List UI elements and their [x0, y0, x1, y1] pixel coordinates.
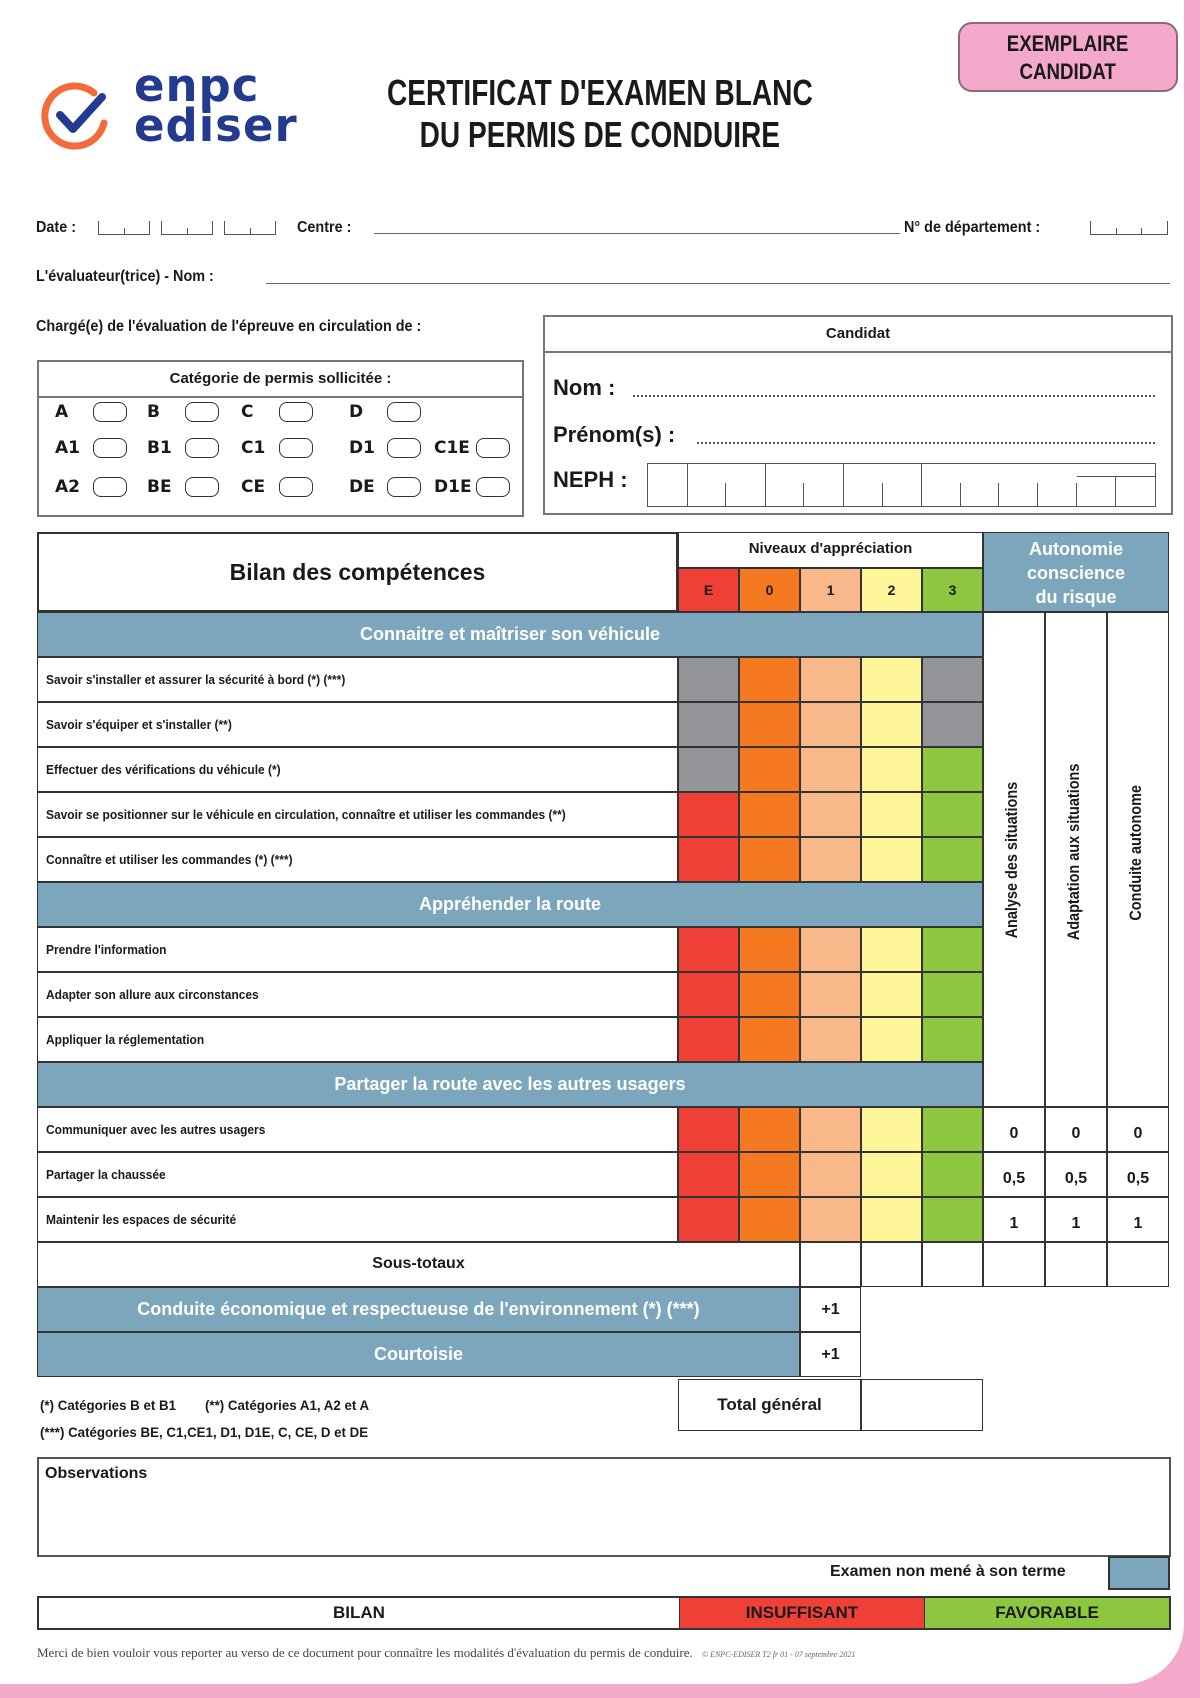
bilan-favorable-option[interactable]: FAVORABLE	[925, 1598, 1169, 1628]
category-label: B1	[147, 438, 172, 458]
level-cell-2[interactable]	[861, 927, 922, 972]
badge-line-1: EXEMPLAIRE	[1007, 31, 1129, 56]
criterion-row	[37, 1107, 678, 1152]
category-label: A1	[55, 438, 80, 458]
total-label: Total général	[678, 1379, 861, 1431]
category-label: A	[55, 402, 69, 422]
section-header: Connaitre et maîtriser son véhicule	[37, 612, 983, 657]
category-checkbox[interactable]	[279, 438, 313, 458]
criterion-label: Prendre l'information	[46, 942, 167, 957]
category-label: A2	[55, 477, 80, 497]
autonomie-column-text: Analyse des situations	[1002, 781, 1021, 939]
category-checkbox[interactable]	[93, 477, 127, 497]
level-cell-disabled	[678, 747, 739, 792]
criterion-row	[37, 972, 678, 1017]
level-cell-0[interactable]	[739, 927, 800, 972]
subtotal-autonomie-field[interactable]	[1045, 1242, 1107, 1287]
category-label: D1	[349, 438, 375, 458]
autonomie-score-option[interactable]: 1	[983, 1197, 1045, 1242]
category-option-d1	[349, 438, 421, 458]
total-field[interactable]	[861, 1379, 983, 1431]
date-label: Date :	[36, 219, 77, 236]
eco-driving-label: Conduite économique et respectueuse de l'environnement (*) (***)	[37, 1287, 800, 1332]
level-cell-3[interactable]	[922, 1107, 983, 1152]
criterion-label: Maintenir les espaces de sécurité	[46, 1212, 237, 1227]
category-label: DE	[349, 477, 375, 497]
autonomie-column-label	[1064, 748, 1084, 956]
level-header-0: 0	[739, 568, 800, 612]
enpc-ediser-logo	[36, 59, 298, 160]
level-cell-0[interactable]	[739, 1107, 800, 1152]
autonomie-score-option[interactable]: 0,5	[983, 1152, 1045, 1197]
criterion-row	[37, 1152, 678, 1197]
logo-line-2: ediser	[134, 99, 298, 152]
criterion-label: Connaître et utiliser les commandes (*) (***)	[46, 852, 293, 867]
level-cell-3[interactable]	[922, 837, 983, 882]
level-header-2: 2	[861, 568, 922, 612]
category-option-ce	[241, 477, 313, 497]
autonomie-score-option[interactable]: 0,5	[1045, 1152, 1107, 1197]
autonomie-column-label	[1126, 773, 1146, 933]
copy-type-badge	[958, 22, 1178, 92]
courtoisie-label: Courtoisie	[37, 1332, 800, 1377]
level-cell-0[interactable]	[739, 1197, 800, 1242]
level-cell-disabled	[678, 657, 739, 702]
incomplete-checkbox[interactable]	[1108, 1556, 1170, 1590]
level-cell-3[interactable]	[922, 747, 983, 792]
level-cell-1[interactable]	[800, 657, 861, 702]
level-cell-e[interactable]	[678, 927, 739, 972]
level-cell-2[interactable]	[861, 747, 922, 792]
category-option-c	[241, 402, 313, 422]
check-circle-icon	[36, 75, 116, 155]
level-cell-0[interactable]	[739, 702, 800, 747]
level-cell-1[interactable]	[800, 837, 861, 882]
category-option-de	[349, 477, 421, 497]
badge-line-2: CANDIDAT	[1019, 59, 1117, 84]
subtotal-level-field[interactable]	[861, 1242, 922, 1287]
autonomie-column	[983, 612, 1045, 1107]
level-cell-2[interactable]	[861, 837, 922, 882]
candidate-box	[543, 315, 1173, 515]
copyright: © ENPC-EDISER T2 fr 01 - 07 septembre 2021	[702, 1650, 856, 1659]
criterion-row	[37, 657, 678, 702]
candidate-prenom-label: Prénom(s) :	[553, 422, 676, 447]
bilan-row	[37, 1596, 1171, 1630]
level-cell-3[interactable]	[922, 1197, 983, 1242]
level-cell-2[interactable]	[861, 702, 922, 747]
criterion-label: Savoir s'équiper et s'installer (**)	[46, 717, 232, 732]
candidate-neph-label: NEPH :	[553, 467, 628, 492]
category-label: CE	[241, 477, 266, 497]
bilan-label: BILAN	[39, 1598, 680, 1628]
level-cell-e[interactable]	[678, 1197, 739, 1242]
category-checkbox[interactable]	[476, 477, 510, 497]
criterion-label: Savoir s'installer et assurer la sécurité à bord (*) (***)	[46, 672, 346, 687]
level-cell-2[interactable]	[861, 972, 922, 1017]
category-checkbox[interactable]	[387, 438, 421, 458]
level-cell-2[interactable]	[861, 1152, 922, 1197]
level-cell-1[interactable]	[800, 1152, 861, 1197]
section-header: Partager la route avec les autres usagers	[37, 1062, 983, 1107]
autonomie-column-text: Conduite autonome	[1126, 784, 1145, 921]
level-cell-0[interactable]	[739, 792, 800, 837]
level-cell-3[interactable]	[922, 1017, 983, 1062]
level-cell-0[interactable]	[739, 747, 800, 792]
criterion-label: Appliquer la réglementation	[46, 1032, 205, 1047]
category-label: D1E	[434, 477, 472, 497]
candidate-title: Candidat	[545, 317, 1171, 353]
level-header-3: 3	[922, 568, 983, 612]
observations-label: Observations	[45, 1465, 148, 1482]
category-checkbox[interactable]	[185, 438, 219, 458]
criterion-row	[37, 702, 678, 747]
category-option-a2	[55, 477, 127, 497]
category-option-d	[349, 402, 421, 422]
section-header: Appréhender la route	[37, 882, 983, 927]
criterion-label: Communiquer avec les autres usagers	[46, 1122, 266, 1137]
level-cell-1[interactable]	[800, 702, 861, 747]
autonomie-score-option[interactable]: 0	[1107, 1107, 1169, 1152]
category-box	[37, 360, 524, 517]
autonomie-score-option[interactable]: 0	[1045, 1107, 1107, 1152]
category-label: B	[147, 402, 160, 422]
level-cell-1[interactable]	[800, 747, 861, 792]
level-cell-e[interactable]	[678, 972, 739, 1017]
observations-field[interactable]	[37, 1457, 1171, 1557]
logo-line-1: enpc	[134, 59, 260, 112]
category-label: C	[241, 402, 254, 422]
level-cell-e[interactable]	[678, 1017, 739, 1062]
footer-text: Merci de bien vouloir vous reporter au verso de ce document pour connaître les modalités d'évaluation du permis de conduire.	[37, 1645, 693, 1660]
level-cell-1[interactable]	[800, 927, 861, 972]
category-option-c1	[241, 438, 313, 458]
evaluateur-field[interactable]	[266, 282, 1170, 284]
subtotal-autonomie-field[interactable]	[1107, 1242, 1169, 1287]
subtotal-level-field[interactable]	[922, 1242, 983, 1287]
category-option-b1	[147, 438, 219, 458]
category-option-b	[147, 402, 219, 422]
level-cell-3[interactable]	[922, 927, 983, 972]
title-line-1: CERTIFICAT D'EXAMEN BLANC	[386, 72, 813, 113]
level-cell-0[interactable]	[739, 972, 800, 1017]
level-cell-0[interactable]	[739, 837, 800, 882]
category-option-be	[147, 477, 219, 497]
candidate-nom-field[interactable]	[633, 395, 1155, 397]
page-title	[360, 72, 840, 156]
level-cell-2[interactable]	[861, 792, 922, 837]
footnote-3: (***) Catégories BE, C1,CE1, D1, D1E, C, CE, D et DE	[40, 1424, 369, 1440]
level-cell-0[interactable]	[739, 657, 800, 702]
autonomie-header	[983, 532, 1169, 612]
criterion-row	[37, 927, 678, 972]
category-checkbox[interactable]	[93, 438, 127, 458]
level-cell-1[interactable]	[800, 1017, 861, 1062]
neph-field[interactable]	[647, 463, 1156, 507]
incomplete-label: Examen non mené à son terme	[830, 1563, 1066, 1580]
autonomie-score-option[interactable]: 0	[983, 1107, 1045, 1152]
category-title: Catégorie de permis sollicitée :	[39, 362, 522, 398]
subtotal-autonomie-field[interactable]	[983, 1242, 1045, 1287]
footer-note	[37, 1645, 855, 1661]
level-cell-1[interactable]	[800, 1197, 861, 1242]
category-checkbox[interactable]	[387, 402, 421, 422]
level-cell-disabled	[678, 702, 739, 747]
eco-driving-bonus[interactable]: +1	[800, 1287, 861, 1332]
category-label: C1E	[434, 438, 470, 458]
category-option-a1	[55, 438, 127, 458]
autonomie-column-text: Adaptation aux situations	[1064, 763, 1083, 941]
level-cell-e[interactable]	[678, 1107, 739, 1152]
category-label: C1	[241, 438, 266, 458]
category-checkbox[interactable]	[279, 477, 313, 497]
category-checkbox[interactable]	[93, 402, 127, 422]
level-cell-1[interactable]	[800, 1107, 861, 1152]
levels-title: Niveaux d'appréciation	[678, 532, 983, 568]
category-option-d1e	[434, 477, 510, 497]
autonomie-header-line: conscience	[1026, 563, 1126, 583]
category-checkbox[interactable]	[185, 477, 219, 497]
level-cell-3[interactable]	[922, 792, 983, 837]
autonomie-column	[1045, 612, 1107, 1107]
autonomie-column	[1107, 612, 1169, 1107]
level-cell-2[interactable]	[861, 1197, 922, 1242]
category-label: D	[349, 402, 364, 422]
level-cell-1[interactable]	[800, 972, 861, 1017]
level-header-1: 1	[800, 568, 861, 612]
title-line-2: DU PERMIS DE CONDUIRE	[419, 114, 781, 155]
category-option-a	[55, 402, 127, 422]
level-header-e: E	[678, 568, 739, 612]
level-cell-e[interactable]	[678, 792, 739, 837]
criterion-row	[37, 1017, 678, 1062]
criterion-row	[37, 837, 678, 882]
level-cell-2[interactable]	[861, 1107, 922, 1152]
date-year-field[interactable]	[224, 221, 276, 235]
bilan-insuffisant-option[interactable]: INSUFFISANT	[680, 1598, 925, 1628]
departement-field[interactable]	[1090, 221, 1168, 235]
level-cell-0[interactable]	[739, 1017, 800, 1062]
centre-field[interactable]	[374, 232, 900, 234]
category-label: BE	[147, 477, 172, 497]
level-cell-3[interactable]	[922, 1152, 983, 1197]
level-cell-e[interactable]	[678, 1152, 739, 1197]
candidate-nom-label: Nom :	[553, 375, 616, 400]
autonomie-score-option[interactable]: 1	[1107, 1197, 1169, 1242]
level-cell-2[interactable]	[861, 1017, 922, 1062]
courtoisie-bonus[interactable]: +1	[800, 1332, 861, 1377]
departement-label: N° de département :	[904, 219, 1041, 236]
level-cell-2[interactable]	[861, 657, 922, 702]
table-title: Bilan des compétences	[37, 532, 678, 612]
criterion-label: Partager la chaussée	[46, 1167, 166, 1182]
level-cell-e[interactable]	[678, 837, 739, 882]
subtotal-label: Sous-totaux	[37, 1242, 800, 1287]
centre-label: Centre :	[297, 219, 352, 236]
autonomie-score-option[interactable]: 1	[1045, 1197, 1107, 1242]
autonomie-header-line: du risque	[1035, 587, 1117, 607]
candidate-prenom-field[interactable]	[697, 442, 1155, 444]
footnote-1: (*) Catégories B et B1	[40, 1397, 176, 1413]
criterion-label: Savoir se positionner sur le véhicule en circulation, connaître et utiliser les commandes (**)	[46, 807, 566, 822]
level-cell-disabled	[922, 702, 983, 747]
level-cell-1[interactable]	[800, 792, 861, 837]
criterion-row	[37, 747, 678, 792]
category-checkbox[interactable]	[185, 402, 219, 422]
criterion-label: Effectuer des vérifications du véhicule (*)	[46, 762, 281, 777]
autonomie-score-option[interactable]: 0,5	[1107, 1152, 1169, 1197]
category-checkbox[interactable]	[387, 477, 421, 497]
autonomie-header-line: Autonomie	[1029, 539, 1123, 559]
criterion-row	[37, 792, 678, 837]
evaluateur-label: L'évaluateur(trice) - Nom :	[36, 268, 214, 285]
footnote-2: (**) Catégories A1, A2 et A	[205, 1397, 370, 1413]
autonomie-column-label	[1002, 768, 1022, 952]
criterion-row	[37, 1197, 678, 1242]
charge-label: Chargé(e) de l'évaluation de l'épreuve en circulation de :	[36, 318, 422, 335]
level-cell-disabled	[922, 657, 983, 702]
category-checkbox[interactable]	[279, 402, 313, 422]
level-cell-3[interactable]	[922, 972, 983, 1017]
subtotal-level-field[interactable]	[800, 1242, 861, 1287]
date-month-field[interactable]	[161, 221, 213, 235]
date-day-field[interactable]	[98, 221, 150, 235]
criterion-label: Adapter son allure aux circonstances	[46, 987, 259, 1002]
category-option-c1e	[434, 438, 510, 458]
category-checkbox[interactable]	[476, 438, 510, 458]
level-cell-0[interactable]	[739, 1152, 800, 1197]
